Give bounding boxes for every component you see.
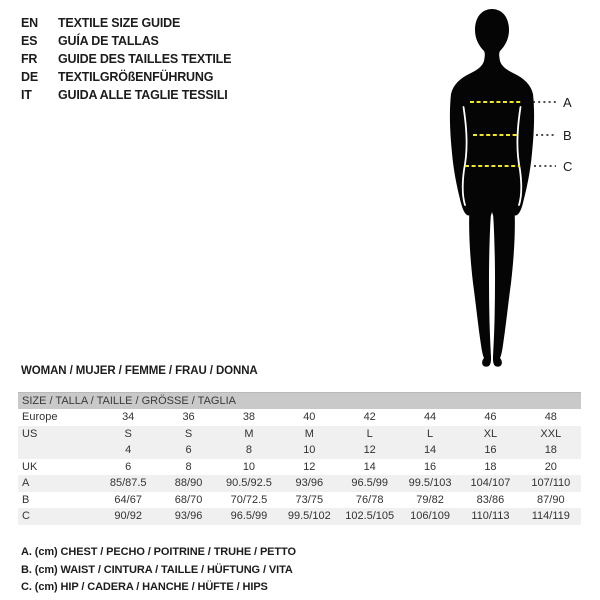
size-cell: 114/119 xyxy=(531,510,570,522)
size-cell: 6 xyxy=(185,444,192,456)
size-cell: M xyxy=(304,427,314,440)
size-cell: 87/90 xyxy=(537,493,565,506)
title-line-en xyxy=(21,14,231,32)
size-cell: 99.5/103 xyxy=(408,477,452,489)
title-block xyxy=(21,14,231,104)
title-text: GUÍA DE TALLAS xyxy=(58,34,159,48)
size-cell: 18 xyxy=(484,460,497,473)
size-cell: 44 xyxy=(423,411,437,423)
size-cell: L xyxy=(427,427,434,440)
size-cell: 88/90 xyxy=(174,477,203,489)
size-cell: 16 xyxy=(423,460,437,473)
size-cell: 16 xyxy=(484,444,497,456)
row-label: US xyxy=(22,427,38,440)
size-cell: 34 xyxy=(122,411,135,423)
size-cell: 4 xyxy=(125,444,132,456)
size-cell: 83/86 xyxy=(476,493,505,506)
lang-code: DE xyxy=(21,70,38,84)
size-cell: 12 xyxy=(303,460,316,473)
lang-code: ES xyxy=(21,34,38,48)
size-cell: XL xyxy=(483,427,498,440)
legend-line-waist: B. (cm) WAIST / CINTURA / TAILLE / HÜFTUNG / VITA xyxy=(21,563,293,576)
size-cell: 76/78 xyxy=(355,493,384,506)
size-cell: 85/87.5 xyxy=(109,477,147,489)
size-cell: 99.5/102 xyxy=(287,510,331,522)
size-cell: 10 xyxy=(303,444,316,456)
size-cell: 14 xyxy=(363,460,376,473)
size-cell: 20 xyxy=(544,460,557,473)
size-cell: 90.5/92.5 xyxy=(226,477,272,489)
woman-silhouette-figure xyxy=(437,5,600,370)
title-text: GUIDA ALLE TAGLIE TESSILI xyxy=(58,88,228,102)
size-cell: 93/96 xyxy=(174,510,203,522)
size-cell: 73/75 xyxy=(295,493,324,506)
size-cell: 42 xyxy=(363,411,376,423)
lang-code: IT xyxy=(21,88,32,102)
title-line-de xyxy=(21,68,231,86)
size-cell: 90/92 xyxy=(114,510,142,522)
size-cell: 14 xyxy=(423,444,437,456)
marker-letter-a: A xyxy=(563,95,572,110)
size-cell: 96.5/99 xyxy=(351,477,389,489)
title-text: TEXTILGRÖßENFÜHRUNG xyxy=(58,70,214,84)
legend-line-hip: C. (cm) HIP / CADERA / HANCHE / HÜFTE / HIPS xyxy=(21,581,268,593)
lang-code: EN xyxy=(21,16,38,30)
table-row xyxy=(18,459,581,476)
row-label: UK xyxy=(22,460,38,473)
size-table-rows xyxy=(18,409,581,525)
size-cell: 6 xyxy=(125,460,132,473)
size-cell: 93/96 xyxy=(295,477,324,489)
table-row xyxy=(18,492,581,509)
size-cell: L xyxy=(366,427,373,440)
size-cell: M xyxy=(244,427,254,440)
title-line-fr xyxy=(21,50,231,68)
title-line-it xyxy=(21,86,231,104)
measurement-legend xyxy=(21,544,296,597)
size-cell: 70/72.5 xyxy=(230,493,268,506)
size-cell: 8 xyxy=(245,444,252,456)
size-cell: 36 xyxy=(182,411,195,423)
row-label: B xyxy=(22,493,30,506)
size-cell: 104/107 xyxy=(470,477,511,489)
size-cell: 96.5/99 xyxy=(230,510,268,522)
legend-line-chest: A. (cm) CHEST / PECHO / POITRINE / TRUHE / PETTO xyxy=(21,546,296,558)
row-label: A xyxy=(22,477,30,489)
size-table xyxy=(18,392,581,525)
size-table-header: SIZE / TALLA / TAILLE / GRÖSSE / TAGLIA xyxy=(18,392,581,409)
size-cell: 8 xyxy=(185,460,192,473)
size-cell: S xyxy=(124,427,132,440)
size-cell: 79/82 xyxy=(416,493,444,506)
size-cell: S xyxy=(184,427,193,440)
size-cell: 102.5/105 xyxy=(345,510,395,522)
row-label: Europe xyxy=(22,411,58,423)
table-row xyxy=(18,442,581,459)
table-row xyxy=(18,409,581,426)
size-cell: 46 xyxy=(484,411,497,423)
size-cell: 110/113 xyxy=(471,510,510,522)
size-cell: 64/67 xyxy=(114,493,142,506)
row-label: C xyxy=(22,510,30,522)
marker-letter-b: B xyxy=(563,128,572,143)
title-text: TEXTILE SIZE GUIDE xyxy=(58,16,181,30)
size-cell: 106/109 xyxy=(410,510,450,522)
size-cell: 48 xyxy=(544,411,557,423)
title-line-es xyxy=(21,32,231,50)
size-cell: 107/110 xyxy=(531,477,571,489)
silhouette-svg xyxy=(437,5,600,370)
lang-code: FR xyxy=(21,52,38,66)
size-cell: XXL xyxy=(540,427,562,440)
size-cell: 38 xyxy=(242,411,256,423)
size-cell: 68/70 xyxy=(174,493,203,506)
size-cell: 18 xyxy=(544,444,557,456)
table-row xyxy=(18,508,581,525)
size-cell: 12 xyxy=(363,444,376,456)
table-row xyxy=(18,475,581,492)
table-row xyxy=(18,426,581,443)
title-text: GUIDE DES TAILLES TEXTILE xyxy=(58,52,232,66)
size-cell: 10 xyxy=(242,460,256,473)
marker-letter-c: C xyxy=(563,159,573,174)
row-label xyxy=(18,442,98,459)
size-cell: 40 xyxy=(303,411,316,423)
section-title: WOMAN / MUJER / FEMME / FRAU / DONNA xyxy=(21,365,258,377)
